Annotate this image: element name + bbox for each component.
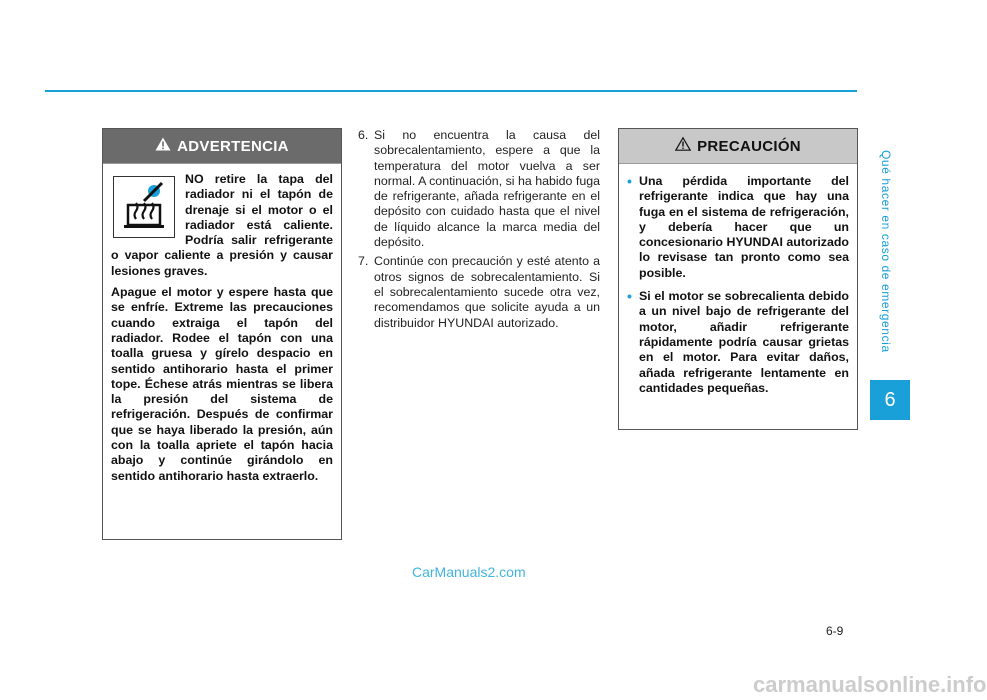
warning-body-text: Apague el motor y espere hasta que se enfríe. Extreme las precauciones cuando extraiga el tapón del radiador. Rodee el tapón con una toalla gruesa y gírelo despacio en sentido antihorario hasta el primer tope. Échese atrás mientras se libera la presión del sistema de refrigeración. Después de confirmar que se haya liberado la presión, aún con la toalla apriete el tapón hacia abajo y continúe girándolo en sentido antihorario hasta extraerlo.: [111, 285, 333, 483]
hot-radiator-icon: [113, 176, 175, 238]
caution-header: [619, 129, 857, 164]
caution-triangle-icon: [675, 137, 691, 156]
warning-triangle-icon: [155, 137, 171, 156]
warning-intro-text: NO retire la tapa del radiador ni el tapón de drenaje si el motor o el radiador está caliente. Podría salir refrigerante o vapor caliente a presión y causar lesiones graves.: [111, 172, 333, 278]
step-text: Continúe con precaución y esté atento a otros signos de sobrecalentamiento. Si el sobrecalentamiento sucede otra vez, recomendamos que solicite ayuda a un distribuidor HYUNDAI autorizado.: [374, 254, 600, 330]
caution-bullet: [627, 289, 849, 396]
watermark-link[interactable]: CarManuals2.com: [412, 564, 526, 580]
side-title-text: Qué hacer en caso de emergencia: [879, 150, 893, 353]
bullet-dot-icon: •: [627, 288, 632, 305]
page-number: 6-9: [826, 624, 844, 638]
bullet-dot-icon: •: [627, 173, 632, 189]
step-number: 6.: [358, 128, 369, 142]
warning-title: ADVERTENCIA: [177, 137, 289, 155]
procedure-steps: [358, 128, 600, 331]
step-number: 7.: [358, 254, 369, 269]
chapter-tab: 6: [870, 380, 910, 420]
section-side-title: [878, 150, 896, 480]
caution-bullet-text: Una pérdida importante del refrigerante indica que hay una fuga en el sistema de refrigeración, y debería hacer que un concesionario HYUNDAI autorizado lo revisase tan pronto como sea posible.: [639, 174, 849, 280]
step-item: [358, 128, 600, 250]
caution-bullet-text: Si el motor se sobrecalienta debido a un nivel bajo de refrigerante del motor, añadir refrigerante rápidamente podría causar grietas en el motor. Para evitar daños, añada refrigerante lentamente en cantidades pequeñas.: [639, 289, 849, 395]
watermark-text: carmanualsonline.info: [753, 672, 987, 697]
caution-box: [618, 128, 858, 430]
caution-title: PRECAUCIÓN: [697, 137, 801, 155]
header-rule: [45, 90, 857, 92]
warning-header: [103, 129, 341, 164]
step-item: [358, 254, 600, 330]
warning-box: [102, 128, 342, 540]
caution-bullet: [627, 174, 849, 281]
step-text: Si no encuentra la causa del sobrecalentamiento, espere a que la temperatura del motor vuelva a ser normal. A continuación, si ha habido fuga de refrigerante, añada refrigerante en el depósito con cuidado hasta que el nivel de líquido alcance la marca media del depósito.: [374, 128, 600, 250]
